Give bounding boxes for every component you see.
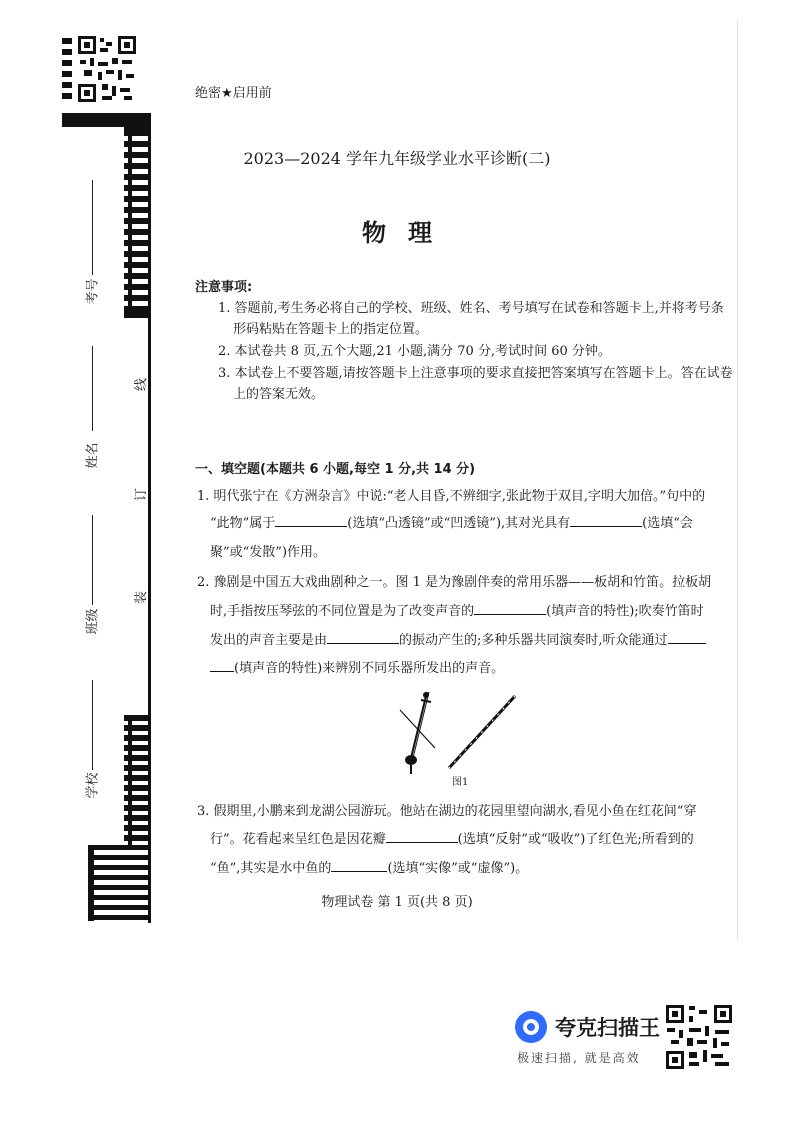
answer-blank (275, 513, 347, 527)
answer-blank (386, 829, 458, 843)
question-2-line: 发出的声音主要是由 的振动产生的;多种乐器共同演奏时,听众能通过 (210, 630, 706, 652)
notice-item-1-cont: 形码粘贴在答题卡上的指定位置。 (233, 322, 429, 337)
notice-heading: 注意事项: (195, 280, 253, 295)
confidential-mark: 绝密★启用前 (195, 86, 272, 101)
exam-title: 2023—2024 学年九年级学业水平诊断(二) (243, 149, 551, 168)
qr-code-watermark[interactable] (665, 1004, 733, 1070)
answer-blank (327, 630, 399, 644)
question-3-line: 行”。花看起来呈红色是因花瓣 (选填“反射”或“吸收”)了红色光;所看到的 (210, 829, 694, 851)
cut-line-marker: 订 (134, 487, 150, 502)
question-1-line: 1. 明代张宁在《方洲杂言》中说:“老人目昏,不辨细字,张此物于双目,字明大加倍。”句中的 (197, 489, 706, 504)
answer-blank (331, 858, 387, 872)
answer-blank (668, 630, 706, 644)
question-1-line: 聚”或“发散”)作用。 (210, 545, 327, 560)
name-label: 姓名 (85, 442, 101, 469)
exam-number-label: 考号 (85, 278, 101, 305)
notice-item-1: 1. 答题前,考生务必将自己的学校、班级、姓名、考号填写在试卷和答题卡上,并将考号条 (218, 301, 724, 316)
section-heading: 一、填空题(本题共 6 小题,每空 1 分,共 14 分) (195, 462, 476, 477)
figure-1-caption: 图1 (452, 777, 469, 788)
subject-title: 物理 (362, 218, 454, 247)
notice-item-3: 3. 本试卷上不要答题,请按答题卡上注意事项的要求直接把答案填写在答题卡上。答在试卷 (218, 366, 733, 381)
school-label: 学校 (85, 772, 101, 799)
question-2-line: 时,手指按压琴弦的不同位置是为了改变声音的 (填声音的特性);吹奏竹笛时 (210, 601, 704, 623)
answer-blank (210, 658, 234, 672)
scanner-slogan: 极速扫描, 就是高效 (517, 1051, 641, 1065)
question-3-line: “鱼”,其实是水中鱼的 (选填“实像”或“虚像”)。 (210, 858, 528, 880)
scanner-logo-icon (515, 1011, 547, 1043)
notice-item-3-cont: 上的答案无效。 (233, 387, 325, 402)
class-label: 班级 (85, 608, 101, 635)
cut-line-marker: 装 (134, 590, 150, 605)
page-footer: 物理试卷 第 1 页(共 8 页) (321, 895, 473, 910)
figure-1-instruments (395, 688, 525, 778)
cut-line-marker: 线 (134, 377, 150, 392)
qr-code-top (76, 34, 138, 104)
scanner-app-name: 夸克扫描王 (555, 1016, 660, 1040)
question-2-line: 2. 豫剧是中国五大戏曲剧种之一。图 1 是为豫剧伴奏的常用乐器——板胡和竹笛。拉板胡 (197, 575, 712, 590)
question-1-line: “此物”属于 (选填“凸透镜”或“凹透镜”),其对光具有 (选填“会 (210, 513, 693, 535)
notice-item-2: 2. 本试卷共 8 页,五个大题,21 小题,满分 70 分,考试时间 60 分钟。 (218, 344, 611, 359)
answer-blank (570, 513, 642, 527)
answer-blank (474, 601, 546, 615)
question-2-line: (填声音的特性)来辨别不同乐器所发出的声音。 (210, 658, 504, 680)
question-3-line: 3. 假期里,小鹏来到龙湖公园游玩。他站在湖边的花园里望向湖水,看见小鱼在红花间“穿 (197, 804, 697, 819)
